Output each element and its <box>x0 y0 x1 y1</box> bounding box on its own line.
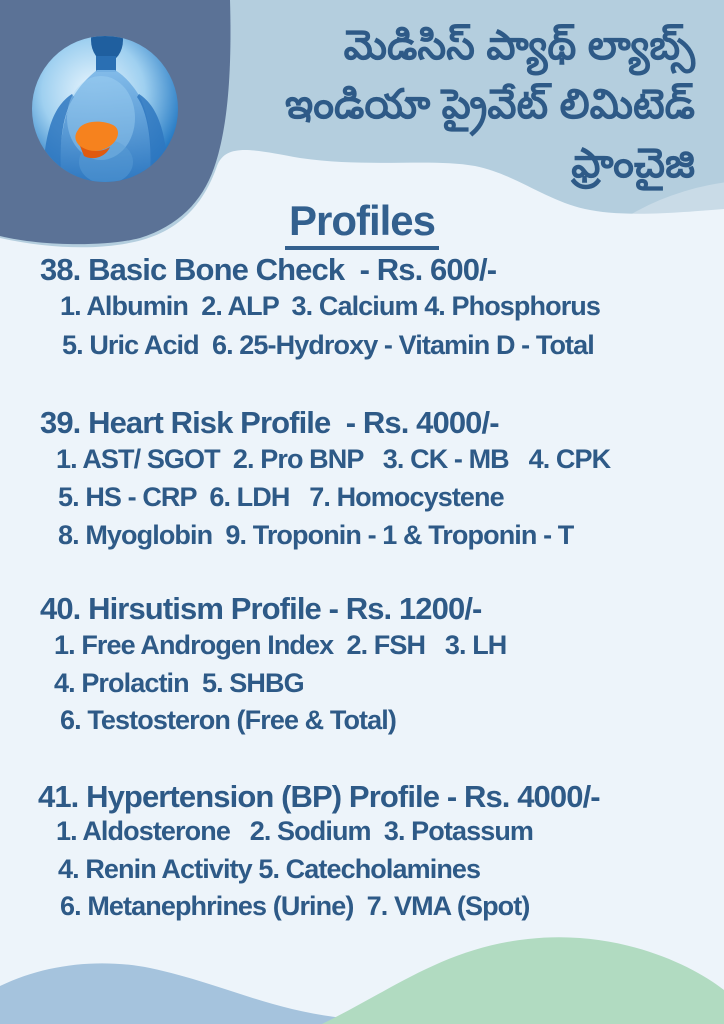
profile-40-tests-line-2: 4. Prolactin 5. SHBG <box>54 668 304 698</box>
profile-41-heading: 41. Hypertension (BP) Profile - Rs. 4000/- <box>38 779 600 814</box>
profile-39-tests-line-1: 1. AST/ SGOT 2. Pro BNP 3. CK - MB 4. CPK <box>56 444 611 474</box>
profile-38-tests-line-2: 5. Uric Acid 6. 25-Hydroxy - Vitamin D - Total <box>62 330 594 360</box>
profile-41-tests-line-1: 1. Aldosterone 2. Sodium 3. Potassum <box>56 816 534 846</box>
page-title-text: Profiles <box>285 200 439 250</box>
company-name-line-2: ఇండియా ప్రైవేట్ లిమిటెడ్ <box>284 81 695 127</box>
page-title <box>0 197 724 250</box>
profile-39-tests-line-2: 5. HS - CRP 6. LDH 7. Homocystene <box>58 482 504 512</box>
profile-38-tests-line-1: 1. Albumin 2. ALP 3. Calcium 4. Phosphorus <box>60 291 601 321</box>
company-name-line-1: మెడిసిస్ ప్యాథ్ ల్యాబ్స్ <box>343 22 695 68</box>
profile-38-heading: 38. Basic Bone Check - Rs. 600/- <box>40 252 497 287</box>
company-name <box>285 16 695 193</box>
profile-40-tests-line-1: 1. Free Androgen Index 2. FSH 3. LH <box>54 630 507 660</box>
company-name-line-3: ఫ్రాంచైజి <box>571 140 695 186</box>
profile-39-heading: 39. Heart Risk Profile - Rs. 4000/- <box>40 405 499 440</box>
profile-40-heading: 40. Hirsutism Profile - Rs. 1200/- <box>40 591 482 626</box>
profile-39-tests-line-3: 8. Myoglobin 9. Troponin - 1 & Troponin - T <box>58 520 574 550</box>
profile-41-tests-line-2: 4. Renin Activity 5. Catecholamines <box>58 854 481 884</box>
profile-41-tests-line-3: 6. Metanephrines (Urine) 7. VMA (Spot) <box>60 891 530 921</box>
profile-40-tests-line-3: 6. Testosteron (Free & Total) <box>60 705 396 735</box>
